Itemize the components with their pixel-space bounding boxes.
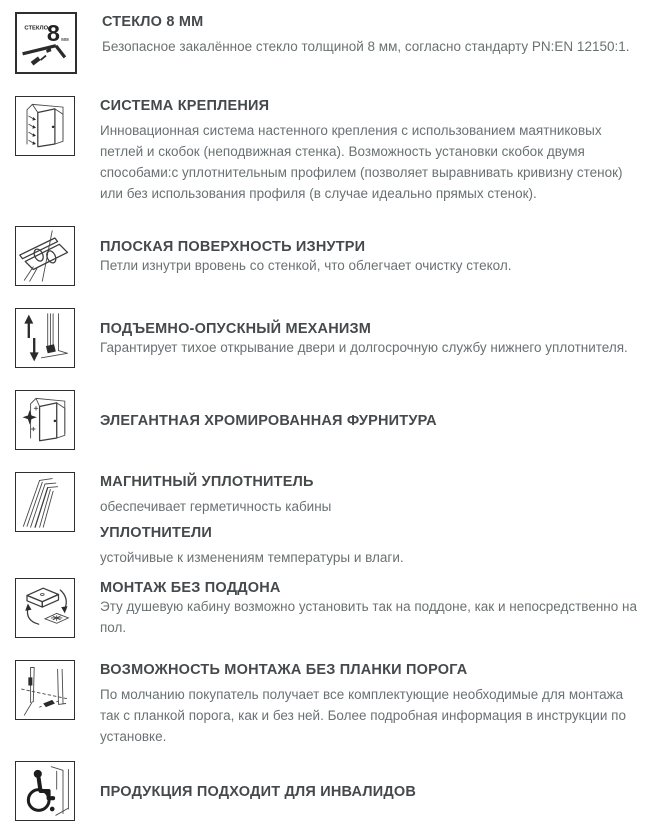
feature-mounting-system [15, 96, 643, 204]
feature-glass-8mm [15, 12, 643, 74]
feature-seals [15, 472, 643, 568]
feature-no-tray [15, 578, 643, 638]
no-tray-icon-box [15, 578, 75, 638]
svg-text:8: 8 [46, 20, 60, 47]
chrome-hardware-icon-box [15, 390, 75, 450]
svg-text:мм: мм [61, 37, 69, 44]
no-tray-installation-icon [18, 581, 72, 635]
no-threshold-icon-box [15, 660, 75, 720]
feature-lift-mechanism [15, 308, 643, 368]
feature-description: Гарантирует тихое открывание двери и долгосрочную службу нижнего уплотнителя. [100, 339, 628, 355]
wall-mounting-system-icon [18, 99, 72, 153]
feature-description: Инновационная система настенного крепления с использованием маятниковых петлей и скобок (неподвижная стенка). Возможность установки скобок двумя способами:с уплотнительным профилем (позволяет выравнивать кривизну стенок) или без использования профиля (в случае идеально прямых стенок). [100, 123, 623, 201]
feature-title: ЭЛЕГАНТНАЯ ХРОМИРОВАННАЯ ФУРНИТУРА [100, 413, 437, 429]
feature-title: ПРОДУКЦИЯ ПОДХОДИТ ДЛЯ ИНВАЛИДОВ [100, 784, 417, 800]
wheelchair-accessible-icon [18, 764, 72, 818]
lift-lower-mechanism-icon [18, 311, 72, 365]
feature-description: Петли изнутри вровень со стенкой, что облегчает очистку стекол. [100, 257, 512, 273]
feature-title: ПОДЪЕМНО-ОПУСКНЫЙ МЕХАНИЗМ [100, 320, 372, 337]
feature-title: ВОЗМОЖНОСТЬ МОНТАЖА БЕЗ ПЛАНКИ ПОРОГА [100, 662, 468, 678]
feature-description: обеспечивает герметичность кабины [100, 499, 332, 514]
feature-chrome-hardware [15, 390, 643, 450]
feature-no-threshold [15, 660, 643, 747]
feature-description-secondary: устойчивые к изменениям температуры и влаги. [100, 550, 404, 565]
feature-title: ПЛОСКАЯ ПОВЕРХНОСТЬ ИЗНУТРИ [100, 238, 366, 255]
feature-title: СИСТЕМА КРЕПЛЕНИЯ [100, 98, 270, 114]
wall-mounting-icon-box [15, 96, 75, 156]
feature-flat-surface [15, 226, 643, 286]
glass-8mm-icon [19, 16, 73, 70]
flat-surface-icon-box [15, 226, 75, 286]
wheelchair-icon-box [15, 761, 75, 821]
lift-mechanism-icon-box [15, 308, 75, 368]
flat-inner-surface-icon [18, 229, 72, 283]
feature-description: Безопасное закалённое стекло толщиной 8 мм, согласно стандарту PN:EN 12150:1. [102, 39, 630, 54]
feature-description: Эту душевую кабину возможно установить так на поддоне, как и непосредственно на пол. [100, 599, 637, 635]
feature-title: МАГНИТНЫЙ УПЛОТНИТЕЛЬ [100, 474, 314, 490]
feature-title-secondary: УПЛОТНИТЕЛИ [100, 525, 212, 541]
feature-wheelchair-accessible [15, 761, 643, 821]
feature-description: По молчанию покупатель получает все комплектующие необходимые для монтажа так с планкой порога, как и без ней. Более подробная информация в инструкции по установке. [100, 687, 626, 744]
magnetic-seal-icon [18, 475, 72, 529]
feature-title: МОНТАЖ БЕЗ ПОДДОНА [100, 580, 281, 596]
no-threshold-strip-icon [18, 663, 72, 717]
magnetic-seal-icon-box [15, 472, 75, 532]
feature-title: СТЕКЛО 8 ММ [102, 14, 204, 30]
glass-8mm-icon-box [15, 12, 77, 74]
svg-text:СТЕКЛО: СТЕКЛО [24, 25, 49, 32]
chrome-hardware-icon [18, 393, 72, 447]
